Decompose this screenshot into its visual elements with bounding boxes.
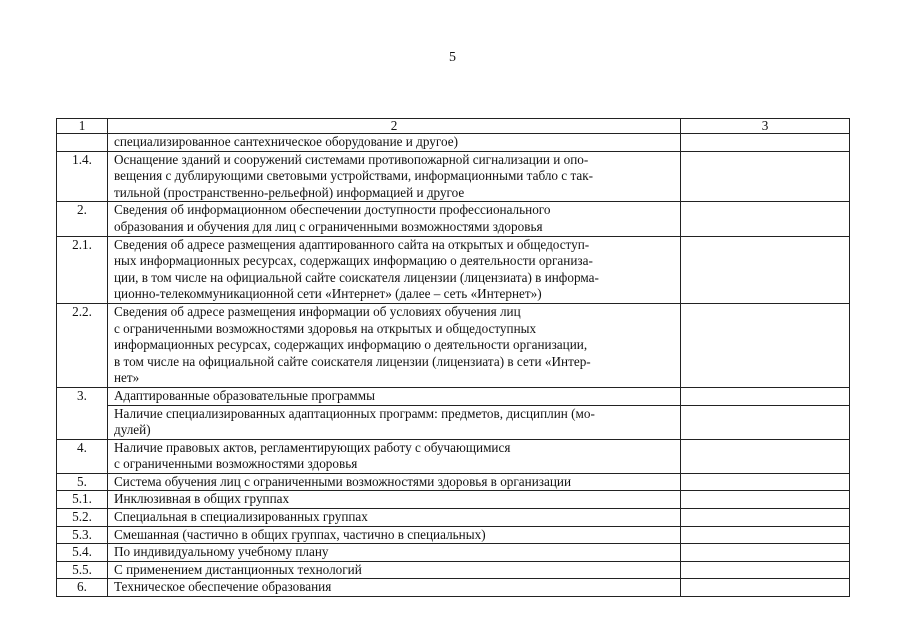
row-value-cell <box>681 387 850 405</box>
row-value-cell <box>681 151 850 202</box>
row-text: специализированное сантехническое оборудование и другое) <box>108 134 681 152</box>
row-text: Система обучения лиц с ограниченными возможностями здоровья в организации <box>108 473 681 491</box>
row-text: Инклюзивная в общих группах <box>108 491 681 509</box>
header-col-2: 2 <box>108 119 681 134</box>
row-value-cell <box>681 579 850 597</box>
table-row <box>57 544 850 562</box>
row-text: По индивидуальному учебному плану <box>108 544 681 562</box>
table-row <box>57 236 850 303</box>
row-value-cell <box>681 236 850 303</box>
row-value-cell <box>681 491 850 509</box>
row-number: 4. <box>57 439 108 473</box>
row-text: Оснащение зданий и сооружений системами противопожарной сигнализации и опо- вещения с дублирующими световыми устройствами, информационными табло с так- тильной (пространственно-рельефной) информацией и другое <box>108 151 681 202</box>
row-number: 2.2. <box>57 303 108 387</box>
row-value-cell <box>681 405 850 439</box>
table-row <box>57 134 850 152</box>
table-row <box>57 151 850 202</box>
table-row <box>57 561 850 579</box>
table-row <box>57 439 850 473</box>
row-value-cell <box>681 509 850 527</box>
row-value-cell <box>681 202 850 236</box>
row-text: Сведения об адресе размещения адаптированного сайта на открытых и общедоступ- ных информационных ресурсах, содержащих информацию о деятельности организа- ции, в том числе на официальной сайте соискателя лицензии (лицензиата) в информа- ционно-телекоммуникационной сети «Интернет» (далее – сеть «Интернет») <box>108 236 681 303</box>
row-text: Специальная в специализированных группах <box>108 509 681 527</box>
row-number: 5.1. <box>57 491 108 509</box>
row-number <box>57 134 108 152</box>
table-row <box>57 202 850 236</box>
table-row <box>57 473 850 491</box>
document-table <box>56 118 850 597</box>
table-row <box>57 509 850 527</box>
row-number: 6. <box>57 579 108 597</box>
row-text: Техническое обеспечение образования <box>108 579 681 597</box>
row-text: Сведения об информационном обеспечении доступности профессионального образования и обучения для лиц с ограниченными возможностями здоровья <box>108 202 681 236</box>
row-value-cell <box>681 303 850 387</box>
row-number: 1.4. <box>57 151 108 202</box>
row-number: 5.3. <box>57 526 108 544</box>
row-subtext: Наличие специализированных адаптационных программ: предметов, дисциплин (мо- дулей) <box>108 405 681 439</box>
row-text: Наличие правовых актов, регламентирующих работу с обучающимися с ограниченными возможностями здоровья <box>108 439 681 473</box>
row-value-cell <box>681 544 850 562</box>
row-number: 5.2. <box>57 509 108 527</box>
row-number: 2. <box>57 202 108 236</box>
row-number: 3. <box>57 387 108 439</box>
row-text: С применением дистанционных технологий <box>108 561 681 579</box>
row-value-cell <box>681 561 850 579</box>
table-row <box>57 303 850 387</box>
row-value-cell <box>681 473 850 491</box>
row-text: Смешанная (частично в общих группах, частично в специальных) <box>108 526 681 544</box>
header-col-1: 1 <box>57 119 108 134</box>
row-number: 2.1. <box>57 236 108 303</box>
header-col-3: 3 <box>681 119 850 134</box>
row-text: Сведения об адресе размещения информации об условиях обучения лиц с ограниченными возможностями здоровья на открытых и общедоступных информационных ресурсах, содержащих информацию о деятельности организации, в том числе на официальной сайте соискателя лицензии (лицензиата) в сети «Интер- нет» <box>108 303 681 387</box>
row-value-cell <box>681 526 850 544</box>
table-subrow <box>57 405 850 439</box>
row-value-cell <box>681 439 850 473</box>
table-row <box>57 491 850 509</box>
table-header-row <box>57 119 850 134</box>
row-text: Адаптированные образовательные программы <box>108 387 681 405</box>
row-number: 5.4. <box>57 544 108 562</box>
table-row <box>57 526 850 544</box>
page-number: 5 <box>449 50 456 65</box>
table-row <box>57 579 850 597</box>
row-number: 5. <box>57 473 108 491</box>
row-value-cell <box>681 134 850 152</box>
row-number: 5.5. <box>57 561 108 579</box>
table-row <box>57 387 850 405</box>
